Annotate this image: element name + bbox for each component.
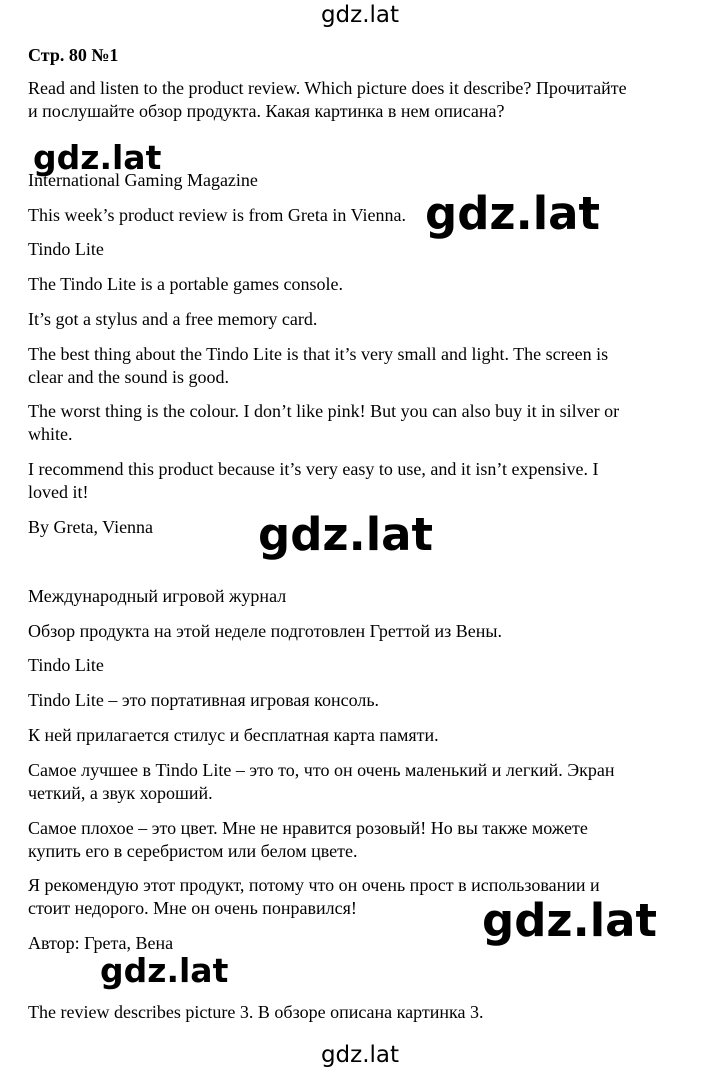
task-line-1: Read and listen to the product review. Which picture does it describe? Прочитайте	[28, 78, 627, 98]
en-rec-2: loved it!	[28, 482, 89, 502]
en-worst-2: white.	[28, 424, 73, 444]
ru-worst-2: купить его в серебристом или белом цвете.	[28, 841, 358, 861]
watermark-2: gdz.lat	[425, 187, 601, 240]
en-extras: It’s got a stylus and a free memory card.	[28, 309, 318, 329]
en-rec-1: I recommend this product because it’s very easy to use, and it isn’t expensive. I	[28, 459, 599, 479]
en-best-2: clear and the sound is good.	[28, 367, 229, 387]
ru-rec-1: Я рекомендую этот продукт, потому что он очень прост в использовании и	[28, 875, 600, 895]
ru-best-1: Самое лучшее в Tindo Lite – это то, что он очень маленький и легкий. Экран	[28, 760, 615, 780]
en-byline: By Greta, Vienna	[28, 517, 154, 537]
en-intro: This week’s product review is from Greta in Vienna.	[28, 205, 406, 225]
task-line-2: и послушайте обзор продукта. Какая картинка в нем описана?	[28, 101, 505, 121]
ru-best-2: четкий, а звук хороший.	[28, 783, 213, 803]
ru-magazine: Международный игровой журнал	[28, 586, 287, 606]
ru-worst-1: Самое плохое – это цвет. Мне не нравится розовый! Но вы также можете	[28, 818, 588, 838]
watermark-5: gdz.lat	[100, 951, 229, 990]
watermark-1: gdz.lat	[33, 138, 162, 177]
en-worst-1: The worst thing is the colour. I don’t like pink! But you can also buy it in silver or	[28, 401, 620, 421]
ru-intro: Обзор продукта на этой неделе подготовлен Греттой из Вены.	[28, 621, 502, 641]
page-heading: Стр. 80 №1	[28, 45, 119, 65]
ru-extras: К ней прилагается стилус и бесплатная карта памяти.	[28, 725, 439, 745]
ru-rec-2: стоит недорого. Мне он очень понравился!	[28, 898, 357, 918]
answer-line: The review describes picture 3. В обзоре описана картинка 3.	[28, 1002, 484, 1022]
watermark-3: gdz.lat	[258, 508, 434, 561]
header-watermark: gdz.lat	[320, 2, 400, 28]
ru-desc: Tindo Lite – это портативная игровая консоль.	[28, 690, 380, 710]
footer-watermark: gdz.lat	[320, 1042, 400, 1068]
ru-product: Tindo Lite	[28, 655, 104, 675]
en-best-1: The best thing about the Tindo Lite is that it’s very small and light. The screen is	[28, 344, 609, 364]
watermark-4: gdz.lat	[482, 894, 658, 947]
en-desc: The Tindo Lite is a portable games console.	[28, 274, 343, 294]
en-product: Tindo Lite	[28, 239, 104, 259]
en-magazine: International Gaming Magazine	[28, 170, 258, 190]
ru-byline: Автор: Грета, Вена	[28, 933, 174, 953]
